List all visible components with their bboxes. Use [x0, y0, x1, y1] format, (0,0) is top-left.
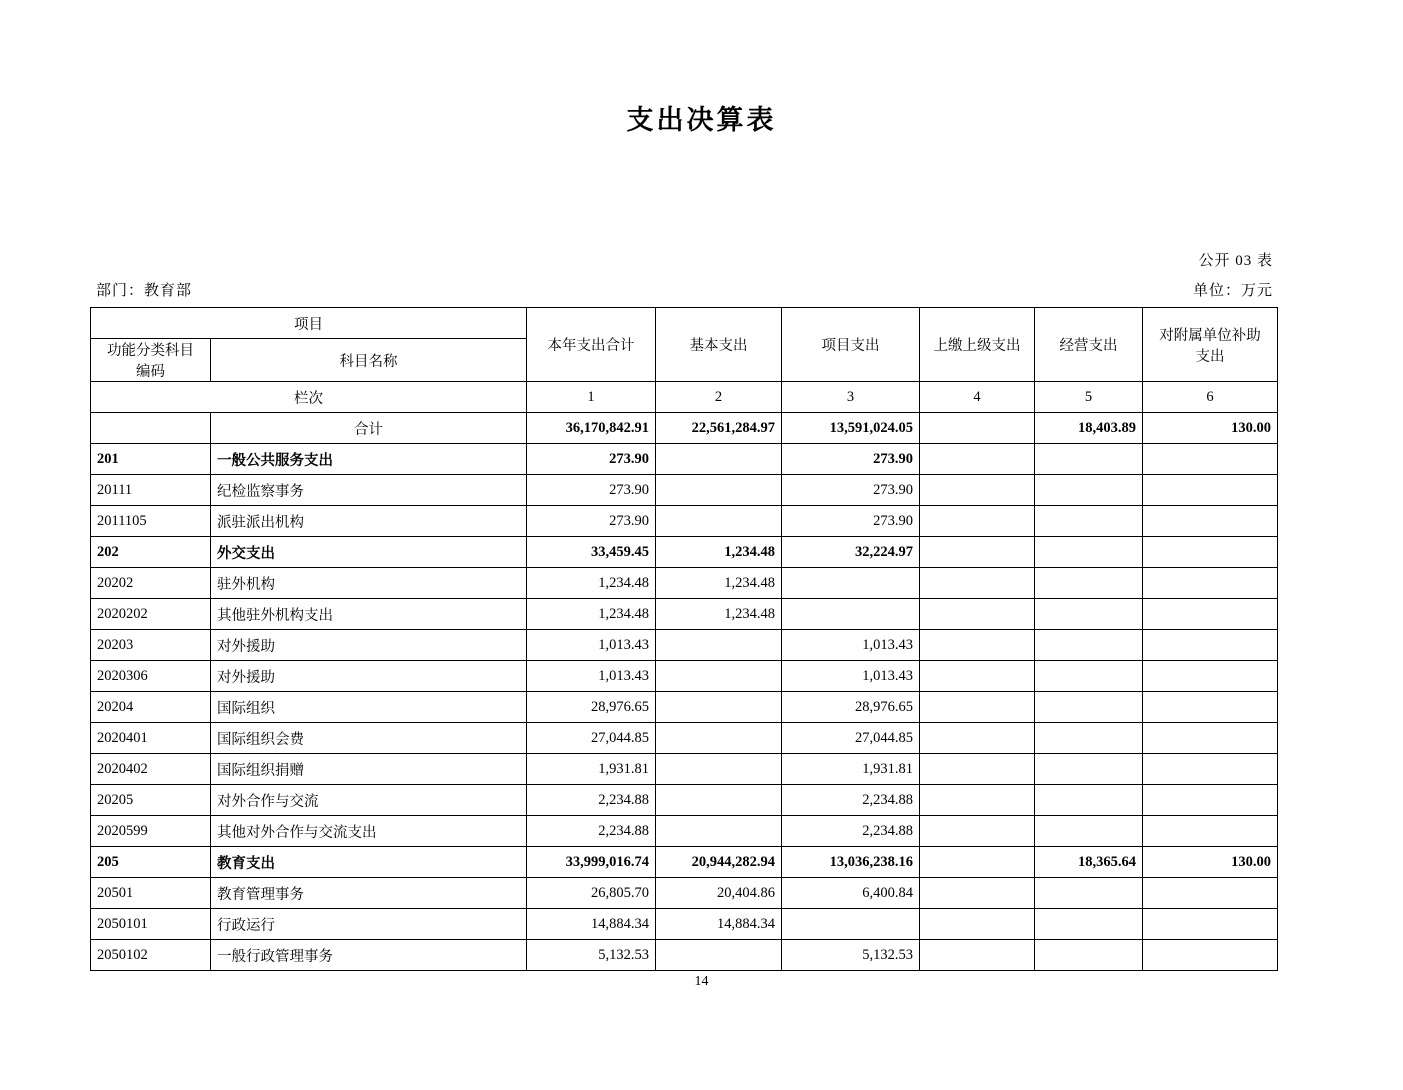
table-row [91, 816, 1278, 847]
header-project: 项目 [91, 308, 527, 339]
table-row [91, 630, 1278, 661]
table-row [91, 847, 1278, 878]
header-column-number-6: 6 [1143, 382, 1278, 413]
row-value-6 [1143, 506, 1278, 537]
row-value-2 [656, 630, 782, 661]
row-value-6 [1143, 754, 1278, 785]
table-row [91, 506, 1278, 537]
header-col-subsidy [1143, 308, 1278, 382]
row-value-1: 36,170,842.91 [527, 413, 656, 444]
page-number: 14 [694, 974, 709, 989]
row-value-6: 130.00 [1143, 847, 1278, 878]
header-col-upper: 上缴上级支出 [920, 308, 1035, 382]
table-row [91, 537, 1278, 568]
header-column-number-4: 4 [920, 382, 1035, 413]
row-value-2 [656, 475, 782, 506]
page-title: 支出决算表 [626, 105, 777, 135]
row-value-2: 1,234.48 [656, 599, 782, 630]
row-code: 2020402 [91, 754, 211, 785]
row-value-1: 2,234.88 [527, 816, 656, 847]
row-code: 201 [91, 444, 211, 475]
row-value-3: 273.90 [782, 506, 920, 537]
row-value-3: 2,234.88 [782, 785, 920, 816]
row-name: 一般行政管理事务 [211, 940, 527, 971]
row-value-2 [656, 754, 782, 785]
row-value-2: 20,404.86 [656, 878, 782, 909]
row-value-5 [1035, 568, 1143, 599]
row-name: 其他对外合作与交流支出 [211, 816, 527, 847]
header-col-operating: 经营支出 [1035, 308, 1143, 382]
row-value-2 [656, 940, 782, 971]
row-value-6 [1143, 785, 1278, 816]
row-value-4 [920, 785, 1035, 816]
row-value-5: 18,403.89 [1035, 413, 1143, 444]
row-value-2 [656, 506, 782, 537]
row-code: 2050102 [91, 940, 211, 971]
row-value-5 [1035, 816, 1143, 847]
row-value-6 [1143, 568, 1278, 599]
row-name: 外交支出 [211, 537, 527, 568]
row-code: 2050101 [91, 909, 211, 940]
row-code: 202 [91, 537, 211, 568]
row-value-1: 14,884.34 [527, 909, 656, 940]
row-value-4 [920, 878, 1035, 909]
row-value-6 [1143, 537, 1278, 568]
row-value-2: 1,234.48 [656, 537, 782, 568]
row-value-6: 130.00 [1143, 413, 1278, 444]
row-value-1: 1,931.81 [527, 754, 656, 785]
row-value-1: 5,132.53 [527, 940, 656, 971]
form-number: 公开 03 表 [1198, 253, 1273, 269]
row-value-5 [1035, 723, 1143, 754]
row-value-4 [920, 909, 1035, 940]
header-col-subsidy-line1: 对附属单位补助 [1159, 327, 1261, 344]
row-value-3 [782, 568, 920, 599]
row-value-2 [656, 444, 782, 475]
header-col-basic: 基本支出 [656, 308, 782, 382]
header-code-line1: 功能分类科目 [107, 343, 194, 359]
row-name: 教育管理事务 [211, 878, 527, 909]
row-value-5 [1035, 940, 1143, 971]
row-value-5: 18,365.64 [1035, 847, 1143, 878]
row-value-3: 27,044.85 [782, 723, 920, 754]
row-value-5 [1035, 444, 1143, 475]
row-value-6 [1143, 661, 1278, 692]
row-name: 纪检监察事务 [211, 475, 527, 506]
row-name: 对外合作与交流 [211, 785, 527, 816]
row-value-1: 1,013.43 [527, 661, 656, 692]
table-header-row-3 [91, 382, 1278, 413]
row-value-1: 2,234.88 [527, 785, 656, 816]
row-value-3: 6,400.84 [782, 878, 920, 909]
row-value-3 [782, 909, 920, 940]
row-value-1: 1,013.43 [527, 630, 656, 661]
row-value-4 [920, 413, 1035, 444]
row-value-1: 26,805.70 [527, 878, 656, 909]
unit-note: 单位：万元 [1192, 283, 1273, 299]
header-column-number-1: 1 [527, 382, 656, 413]
row-name: 国际组织捐赠 [211, 754, 527, 785]
row-value-4 [920, 537, 1035, 568]
row-value-5 [1035, 754, 1143, 785]
table-row [91, 940, 1278, 971]
row-value-4 [920, 723, 1035, 754]
row-value-4 [920, 475, 1035, 506]
row-code: 20111 [91, 475, 211, 506]
table-row [91, 692, 1278, 723]
row-value-6 [1143, 909, 1278, 940]
table-row [91, 785, 1278, 816]
row-value-4 [920, 444, 1035, 475]
table-row [91, 878, 1278, 909]
department-label: 部门：教育部 [96, 283, 193, 299]
row-value-3: 1,013.43 [782, 630, 920, 661]
row-value-1: 1,234.48 [527, 599, 656, 630]
row-value-2 [656, 785, 782, 816]
row-value-4 [920, 568, 1035, 599]
header-column-number-5: 5 [1035, 382, 1143, 413]
header-column-row-label: 栏次 [91, 382, 527, 413]
row-value-3: 1,931.81 [782, 754, 920, 785]
row-value-5 [1035, 785, 1143, 816]
row-name: 一般公共服务支出 [211, 444, 527, 475]
row-code: 2020401 [91, 723, 211, 754]
table-row [91, 444, 1278, 475]
row-code: 20205 [91, 785, 211, 816]
row-value-1: 27,044.85 [527, 723, 656, 754]
row-value-6 [1143, 599, 1278, 630]
header-code [91, 339, 211, 382]
row-name: 对外援助 [211, 661, 527, 692]
row-code: 2020306 [91, 661, 211, 692]
row-name: 教育支出 [211, 847, 527, 878]
row-value-2 [656, 661, 782, 692]
row-code: 2020599 [91, 816, 211, 847]
row-value-2: 20,944,282.94 [656, 847, 782, 878]
row-value-1: 273.90 [527, 444, 656, 475]
row-code: 2011105 [91, 506, 211, 537]
row-value-6 [1143, 816, 1278, 847]
row-value-6 [1143, 723, 1278, 754]
row-value-5 [1035, 537, 1143, 568]
row-value-2 [656, 816, 782, 847]
table-row [91, 475, 1278, 506]
row-value-5 [1035, 506, 1143, 537]
row-value-6 [1143, 475, 1278, 506]
row-name: 其他驻外机构支出 [211, 599, 527, 630]
row-code: 20202 [91, 568, 211, 599]
row-value-1: 28,976.65 [527, 692, 656, 723]
row-value-5 [1035, 630, 1143, 661]
row-value-1: 273.90 [527, 506, 656, 537]
row-value-5 [1035, 909, 1143, 940]
table-row [91, 754, 1278, 785]
table-row [91, 568, 1278, 599]
row-value-4 [920, 599, 1035, 630]
header-column-number-3: 3 [782, 382, 920, 413]
row-value-1: 33,999,016.74 [527, 847, 656, 878]
row-value-4 [920, 692, 1035, 723]
row-value-2 [656, 692, 782, 723]
row-value-6 [1143, 692, 1278, 723]
header-col-project: 项目支出 [782, 308, 920, 382]
header-code-line2: 编码 [136, 364, 165, 380]
row-value-2 [656, 723, 782, 754]
row-code: 2020202 [91, 599, 211, 630]
table-row [91, 723, 1278, 754]
table-row [91, 599, 1278, 630]
header-col-subsidy-line2: 支出 [1195, 348, 1225, 365]
row-name: 派驻派出机构 [211, 506, 527, 537]
row-value-6 [1143, 878, 1278, 909]
row-name: 国际组织会费 [211, 723, 527, 754]
row-value-2: 14,884.34 [656, 909, 782, 940]
row-name: 驻外机构 [211, 568, 527, 599]
document-page [0, 98, 1403, 1090]
header-column-number-2: 2 [656, 382, 782, 413]
row-name: 对外援助 [211, 630, 527, 661]
header-col-total: 本年支出合计 [527, 308, 656, 382]
row-value-2: 22,561,284.97 [656, 413, 782, 444]
row-value-5 [1035, 692, 1143, 723]
row-value-3: 1,013.43 [782, 661, 920, 692]
row-value-1: 273.90 [527, 475, 656, 506]
row-value-3: 5,132.53 [782, 940, 920, 971]
row-value-4 [920, 754, 1035, 785]
row-value-4 [920, 506, 1035, 537]
table-row [91, 661, 1278, 692]
table-row [91, 413, 1278, 444]
row-value-1: 33,459.45 [527, 537, 656, 568]
row-name: 国际组织 [211, 692, 527, 723]
row-value-3: 32,224.97 [782, 537, 920, 568]
row-value-5 [1035, 475, 1143, 506]
row-value-4 [920, 940, 1035, 971]
row-value-4 [920, 847, 1035, 878]
expenditure-table [90, 307, 1278, 971]
row-code: 20203 [91, 630, 211, 661]
row-value-3: 13,591,024.05 [782, 413, 920, 444]
row-value-6 [1143, 940, 1278, 971]
header-name: 科目名称 [211, 339, 527, 382]
row-value-4 [920, 816, 1035, 847]
row-value-6 [1143, 630, 1278, 661]
row-code: 20501 [91, 878, 211, 909]
row-name: 行政运行 [211, 909, 527, 940]
row-value-4 [920, 630, 1035, 661]
row-value-3: 273.90 [782, 475, 920, 506]
row-code: 205 [91, 847, 211, 878]
table-header-row-1 [91, 308, 1278, 339]
row-value-5 [1035, 661, 1143, 692]
row-value-3: 13,036,238.16 [782, 847, 920, 878]
row-value-1: 1,234.48 [527, 568, 656, 599]
row-value-5 [1035, 878, 1143, 909]
table-row [91, 909, 1278, 940]
row-value-6 [1143, 444, 1278, 475]
row-code: 20204 [91, 692, 211, 723]
row-code [91, 413, 211, 444]
row-name: 合计 [211, 413, 527, 444]
row-value-5 [1035, 599, 1143, 630]
row-value-3: 28,976.65 [782, 692, 920, 723]
row-value-3: 273.90 [782, 444, 920, 475]
row-value-3 [782, 599, 920, 630]
row-value-4 [920, 661, 1035, 692]
row-value-3: 2,234.88 [782, 816, 920, 847]
row-value-2: 1,234.48 [656, 568, 782, 599]
